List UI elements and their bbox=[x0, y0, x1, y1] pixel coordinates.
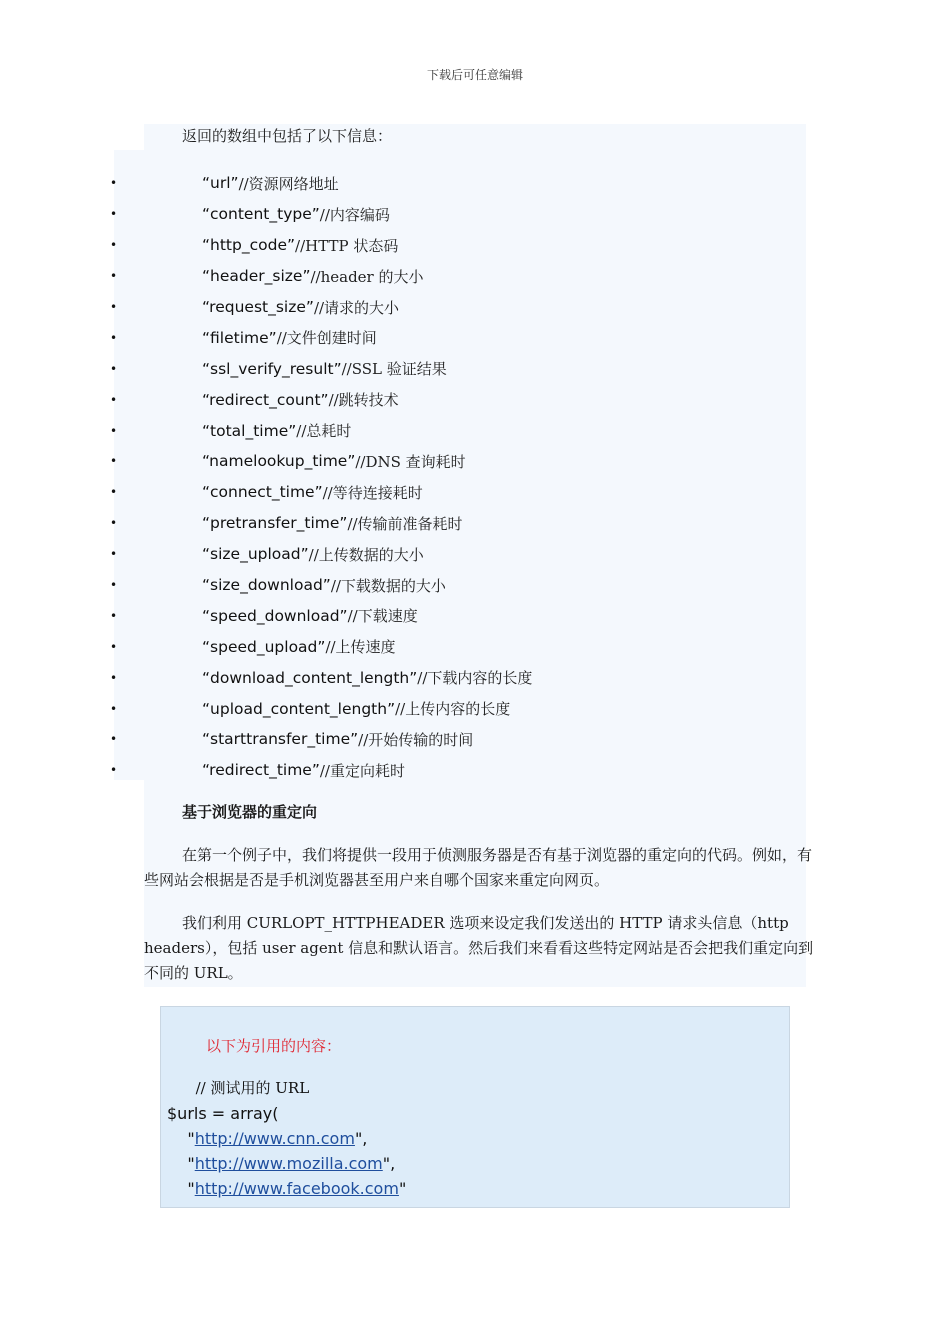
url-link-mozilla[interactable]: http://www.mozilla.com bbox=[194, 1154, 383, 1173]
list-item bbox=[110, 693, 532, 724]
list-item bbox=[110, 168, 532, 199]
list-item bbox=[110, 292, 532, 323]
list-item bbox=[110, 261, 532, 292]
code-url-line bbox=[167, 1126, 406, 1151]
url-link-cnn[interactable]: http://www.cnn.com bbox=[194, 1129, 355, 1148]
field-description: //SSL 验证结果 bbox=[341, 360, 447, 379]
bullet-icon: • bbox=[110, 269, 118, 284]
code-comment: // 测试用的 URL bbox=[167, 1079, 310, 1097]
code-url-prefix: " bbox=[167, 1129, 195, 1148]
list-item bbox=[110, 353, 532, 384]
bullet-icon: • bbox=[110, 701, 118, 716]
bullet-icon: • bbox=[110, 423, 118, 438]
bullet-icon: • bbox=[110, 485, 118, 500]
field-name: “redirect_count” bbox=[202, 390, 329, 409]
code-url-prefix: " bbox=[167, 1154, 195, 1173]
bullet-icon: • bbox=[110, 300, 118, 314]
list-item bbox=[110, 199, 532, 230]
bullet-icon: • bbox=[110, 516, 118, 531]
bullet-icon: • bbox=[110, 392, 118, 407]
field-description: //文件创建时间 bbox=[276, 329, 377, 348]
field-list bbox=[110, 168, 532, 786]
code-block bbox=[167, 1076, 406, 1201]
page-header: 下载后可任意编辑 bbox=[426, 68, 523, 82]
bullet-icon: • bbox=[110, 454, 118, 469]
field-description: //开始传输的时间 bbox=[358, 730, 474, 749]
list-item bbox=[110, 446, 532, 477]
field-description: //等待连接耗时 bbox=[322, 483, 423, 502]
paragraph-1: 在第一个例子中，我们将提供一段用于侦测服务器是否有基于浏览器的重定向的代码。例如，有些网站会根据是否是手机浏览器甚至用户来自哪个国家来重定向网页。 bbox=[144, 846, 813, 889]
bullet-icon: • bbox=[110, 238, 118, 253]
bullet-icon: • bbox=[110, 608, 118, 623]
bullet-icon: • bbox=[110, 763, 118, 778]
field-description: //下载数据的大小 bbox=[330, 576, 446, 595]
quote-label: 以下为引用的内容： bbox=[206, 1037, 342, 1055]
list-item bbox=[110, 662, 532, 693]
list-item bbox=[110, 415, 532, 446]
list-item bbox=[110, 477, 532, 508]
field-description: //上传数据的大小 bbox=[308, 545, 424, 564]
list-item bbox=[110, 755, 532, 786]
paragraph-2: 我们利用 CURLOPT_HTTPHEADER 选项来设定我们发送出的 HTTP 请求头信息（http headers），包括 user agent 信息和默认语言。然后我们来看看这些特定网站是否会把我们重定向到不同的 URL。 bbox=[144, 914, 814, 982]
field-description: //传输前准备耗时 bbox=[347, 514, 463, 533]
bullet-icon: • bbox=[110, 330, 118, 345]
field-name: “speed_upload” bbox=[202, 637, 326, 656]
field-name: “download_content_length” bbox=[202, 668, 418, 687]
field-name: “namelookup_time” bbox=[202, 452, 356, 471]
bullet-icon: • bbox=[110, 578, 118, 593]
list-item bbox=[110, 600, 532, 631]
field-name: “pretransfer_time” bbox=[202, 514, 348, 533]
field-description: //下载速度 bbox=[347, 607, 418, 626]
quote-box bbox=[160, 1006, 790, 1208]
list-item bbox=[110, 570, 532, 601]
list-item bbox=[110, 724, 532, 755]
field-description: //总耗时 bbox=[296, 422, 352, 441]
code-url-suffix: " bbox=[398, 1179, 407, 1198]
field-description: //下载内容的长度 bbox=[417, 669, 533, 688]
url-link-facebook[interactable]: http://www.facebook.com bbox=[194, 1179, 399, 1198]
code-url-line bbox=[167, 1176, 406, 1201]
field-name: “upload_content_length” bbox=[202, 699, 396, 718]
code-array-open: $urls = array( bbox=[167, 1104, 279, 1123]
field-name: “starttransfer_time” bbox=[202, 730, 359, 749]
bullet-icon: • bbox=[110, 361, 118, 376]
intro-text: 返回的数组中包括了以下信息： bbox=[182, 127, 393, 145]
field-name: “connect_time” bbox=[202, 483, 323, 502]
code-url-prefix: " bbox=[167, 1179, 195, 1198]
field-description: //header 的大小 bbox=[310, 267, 424, 286]
field-name: “total_time” bbox=[202, 421, 297, 440]
bullet-icon: • bbox=[110, 732, 118, 747]
list-item bbox=[110, 322, 532, 353]
field-description: //请求的大小 bbox=[313, 298, 400, 317]
code-url-suffix: ", bbox=[382, 1154, 396, 1173]
code-url-line bbox=[167, 1151, 406, 1176]
list-item bbox=[110, 508, 532, 539]
field-description: //资源网络地址 bbox=[238, 174, 339, 193]
field-name: “redirect_time” bbox=[202, 761, 320, 780]
field-description: //HTTP 状态码 bbox=[295, 236, 399, 255]
list-item bbox=[110, 631, 532, 662]
field-description: //内容编码 bbox=[319, 205, 390, 224]
field-description: //上传内容的长度 bbox=[395, 700, 511, 719]
field-description: //跳转技术 bbox=[328, 391, 399, 410]
field-description: //DNS 查询耗时 bbox=[355, 452, 466, 471]
field-name: “size_download” bbox=[202, 576, 331, 595]
field-name: “request_size” bbox=[202, 298, 314, 316]
list-item bbox=[110, 230, 532, 261]
list-item bbox=[110, 539, 532, 570]
bullet-icon: • bbox=[110, 639, 118, 654]
field-description: //重定向耗时 bbox=[319, 761, 405, 780]
field-name: “header_size” bbox=[202, 267, 311, 286]
field-name: “ssl_verify_result” bbox=[202, 359, 342, 378]
bullet-icon: • bbox=[110, 670, 118, 685]
field-name: “content_type” bbox=[202, 205, 320, 224]
bullet-icon: • bbox=[110, 176, 118, 191]
field-name: “http_code” bbox=[202, 236, 296, 255]
field-name: “url” bbox=[202, 174, 239, 193]
field-name: “size_upload” bbox=[202, 545, 309, 564]
field-name: “filetime” bbox=[202, 328, 277, 347]
bullet-icon: • bbox=[110, 207, 118, 222]
field-name: “speed_download” bbox=[202, 606, 348, 625]
bullet-icon: • bbox=[110, 547, 118, 562]
code-url-suffix: ", bbox=[354, 1129, 368, 1148]
section-heading: 基于浏览器的重定向 bbox=[182, 803, 318, 821]
field-description: //上传速度 bbox=[325, 638, 396, 657]
list-item bbox=[110, 384, 532, 415]
